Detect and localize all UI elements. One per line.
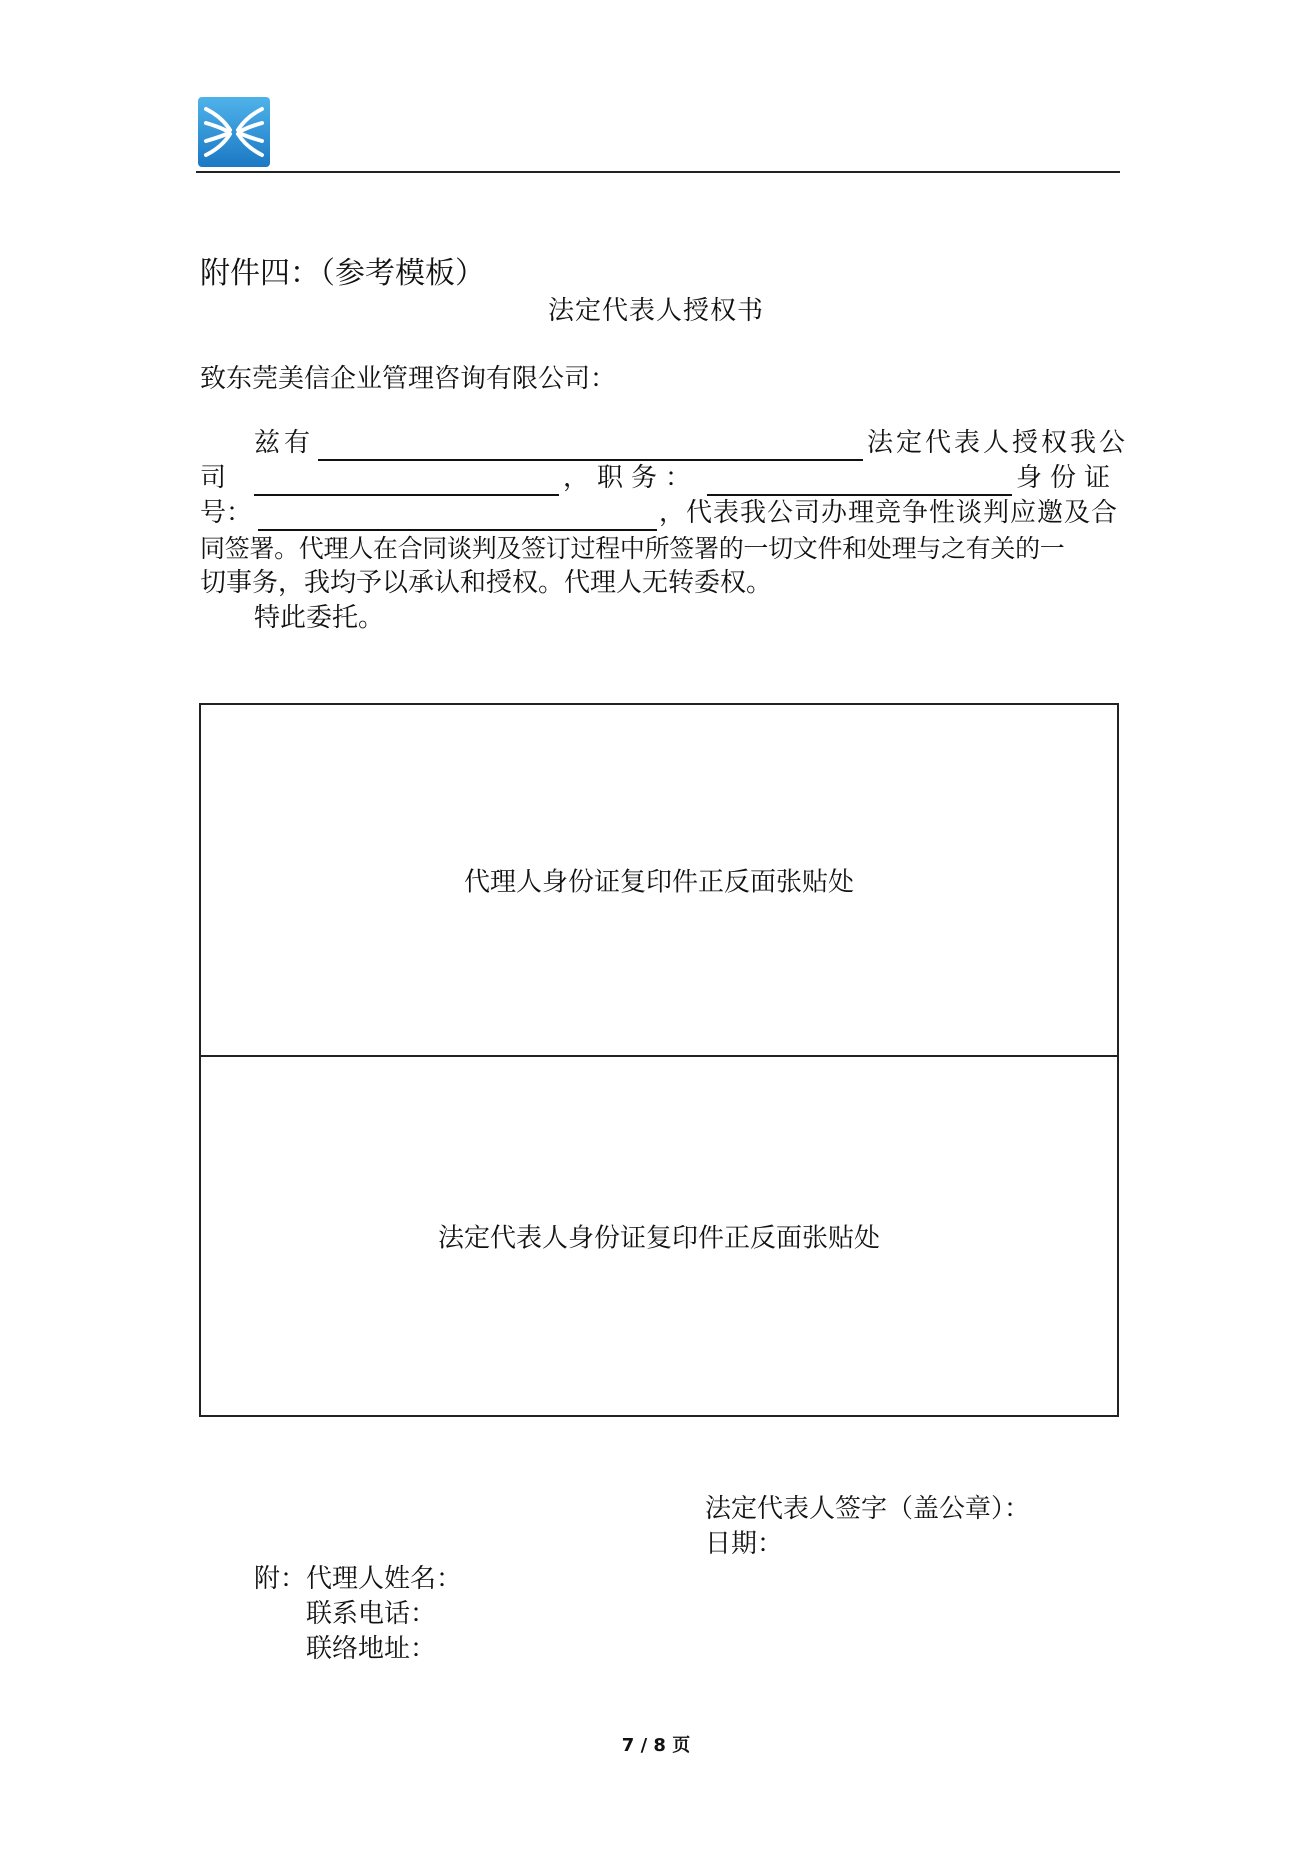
- body-line-5: 切事务，我均予以承认和授权。代理人无转委权。: [200, 568, 773, 598]
- contact-phone-label: 联系电话：: [306, 1599, 437, 1629]
- body-line-1: [200, 426, 1172, 461]
- agent-id-paste-area: [199, 703, 1119, 1057]
- legal-rep-id-paste-area: [199, 1055, 1119, 1417]
- page-indicator: 7 / 8 页: [621, 1735, 691, 1756]
- header-divider: [196, 171, 1120, 173]
- legal-rep-id-paste-label: 法定代表人身份证复印件正反面张贴处: [437, 1223, 880, 1254]
- body-prefix-3: 号：: [200, 498, 253, 528]
- attachment-prefix: 附：: [254, 1564, 307, 1594]
- agent-name-label: 代理人姓名：: [306, 1564, 463, 1594]
- position-label: ，职务：: [562, 463, 699, 493]
- position-blank[interactable]: [707, 466, 1012, 496]
- signature-label: 法定代表人签字（盖公章）：: [705, 1494, 1031, 1524]
- closing-text: 特此委托。: [254, 603, 385, 633]
- agent-id-paste-label: 代理人身份证复印件正反面张贴处: [463, 867, 854, 898]
- body-prefix-1: 兹有: [254, 428, 315, 458]
- salutation: 致东莞美信企业管理咨询有限公司：: [200, 364, 617, 394]
- company-logo-icon: [198, 97, 270, 167]
- body-suffix-1: 法定代表人授权我公: [867, 428, 1129, 458]
- annex-label: 附件四：（参考模板）: [200, 256, 485, 291]
- body-line-2: [200, 461, 1118, 496]
- body-prefix-2: 司: [200, 463, 227, 493]
- body-line-4: 同签署。代理人在合同谈判及签订过程中所签署的一切文件和处理与之有关的一: [200, 534, 1065, 563]
- body-line-3: [200, 496, 1118, 531]
- date-label: 日期：: [705, 1529, 784, 1559]
- contact-address-label: 联络地址：: [306, 1634, 437, 1664]
- company-name-blank[interactable]: [318, 431, 863, 461]
- body-suffix-3: ，代表我公司办理竞争性谈判应邀及合: [658, 498, 1118, 528]
- document-title: 法定代表人授权书: [547, 296, 764, 326]
- id-number-blank[interactable]: [258, 501, 657, 531]
- agent-name-blank[interactable]: [254, 466, 559, 496]
- body-suffix-2: 身份证: [1015, 463, 1118, 493]
